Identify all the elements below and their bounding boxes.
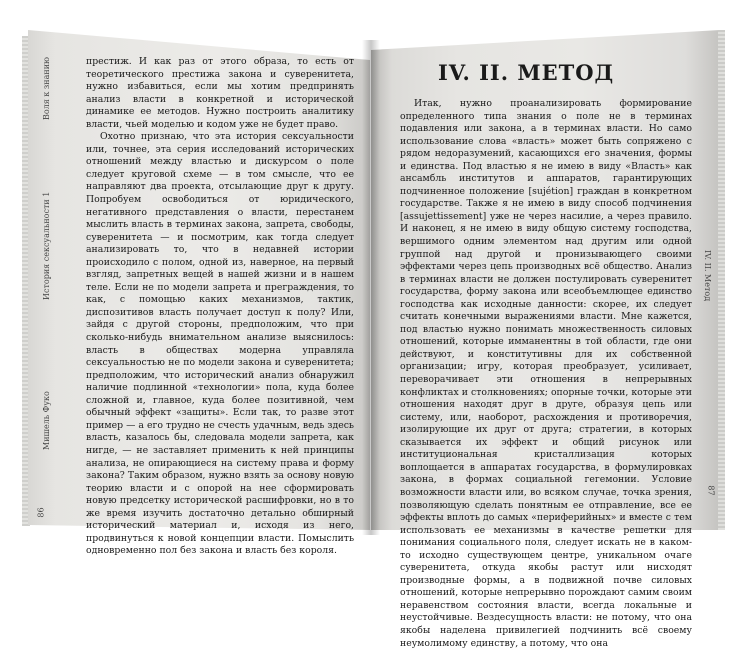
right-page-body [400,98,692,650]
left-paragraph: Охотно признаю, что эта история сексуальности или, точнее, эта серия исследований исторических отношений между властью и дискурсом о поле следует круговой схеме — в том смысле, что ее направляют два проекта, отсылающие друг к другу. Попробуем освободиться от юридического, негативного представления о власти, перестанем мыслить власть в терминах закона, запрета, свободы, суверенитета — и посмотрим, как тогда следует анализировать то, что в недавней истории происходило с полом, одной из, наверное, на первый взгляд, запретных вещей в нашей жизни и в нашем теле. Если не по модели запрета и преграждения, то как, с помощью каких механизмов, тактик, диспозитивов власть получает доступ к полу? Или, зайдя с другой стороны, предположим, что при сколько-нибудь внимательном анализе выяснилось: власть в обществах модерна управляла сексуальностью не по модели закона и суверенитета; предположим, что исторический анализ обнаружил наличие подлинной «технологии» пола, куда более сложной и, главное, куда более позитивной, чем обычный эффект «защиты». Если так, то разве этот пример — а его трудно не счесть удачным, ведь здесь власть, казалось бы, следовала модели запрета, как нигде, — не заставляет применить к ней принципы анализа, не опирающиеся на систему права и форму закона? Таким образом, нужно взять за основу новую теорию власти и с опорой на нее сформировать новую предсетку исторической расшифровки, но в то же время изучить достаточно детально обширный исторический материал и, исходя из него, продвинуться к новой концепции власти. Помыслить одновременно пол без закона и власть без короля. [86,131,354,557]
chapter-heading: IV. II. МЕТОД [438,60,615,85]
left-page-body [86,56,354,558]
right-running-head: IV. II. Метод [703,250,712,302]
right-page-number: 87 [706,485,716,496]
left-running-head-series: Воля к знанию [42,56,51,120]
book-spine-shadow [362,40,380,535]
left-page-number: 86 [36,507,46,518]
left-running-head-author: Мишель Фуко [42,391,51,450]
left-running-head-title: История сексуальности 1 [42,191,51,300]
right-page-edges [718,30,725,530]
right-paragraph: Итак, нужно проанализировать формирование определенного типа знания о поле не в терминах подавления или закона, а в терминах власти. Но само использование слова «власть» может быть сопряжено с рядом недоразумений, касающихся его значения, формы и единства. Под властью я не имею в виду «Власть» как ансамбль институтов и аппаратов, гарантирующих подчиненное положение [sujétion] граждан в конкретном государстве. Также я не имею в виду способ подчинения [assujettissement] уже не через насилие, а через правило. И наконец, я не имею в виду общую систему господства, вершимого одним элементом над другим или одной группой над другой и пронизывающего своими эффектами через цепь производных всё общество. Анализ в терминах власти не должен постулировать суверенитет государства, форму закона или всеобъемлющее единство господства как исходные данности: скорее, их следует считать конечными выражениями власти. Мне кажется, под властью нужно понимать множественность силовых отношений, которые имманентны в той области, где они действуют, и конститутивны для их собственной организации; игру, которая преобразует, усиливает, переворачивает эти отношения в непрерывных конфликтах и столкновениях; опорные точки, которые эти отношения находят друг в друге, образуя цепь или систему, или, наоборот, расхождения и противоречия, изолирующие их друг от друга; стратегии, в которых сказывается их эффект и общий рисунок или институциональная кристаллизация которых воплощается в аппаратах государства, в формулировках закона, в формах социальной гегемонии. Условие возможности власти или, во всяком случае, точка зрения, позволяющую сделать понятным ее отправление, все ее эффекты вплоть до самых «периферийных» и вместе с тем использовать ее механизмы в качестве решетки для понимания социального поля, следует искать не в каком-то исходно существующем центре, уникальном очаге суверенитета, откуда якобы растут или нисходят производные формы, а в подвижной почве силовых отношений, которые непрерывно порождают самим своим неравенством состояния власти, всегда локальные и неустойчивые. Вездесущность власти: не потому, что она якобы наделена привилегией подчинить всё своему неумолимому единству, а потому, что она [400,98,692,649]
left-paragraph: престиж. И как раз от этого образа, то есть от теоретического престижа закона и суверенитета, нужно избавиться, если мы хотим предпринять анализ власти в конкретной и исторической динамике ее методов. Нужно построить аналитику власти, чьей моделью и кодом уже не будет право. [86,56,354,130]
